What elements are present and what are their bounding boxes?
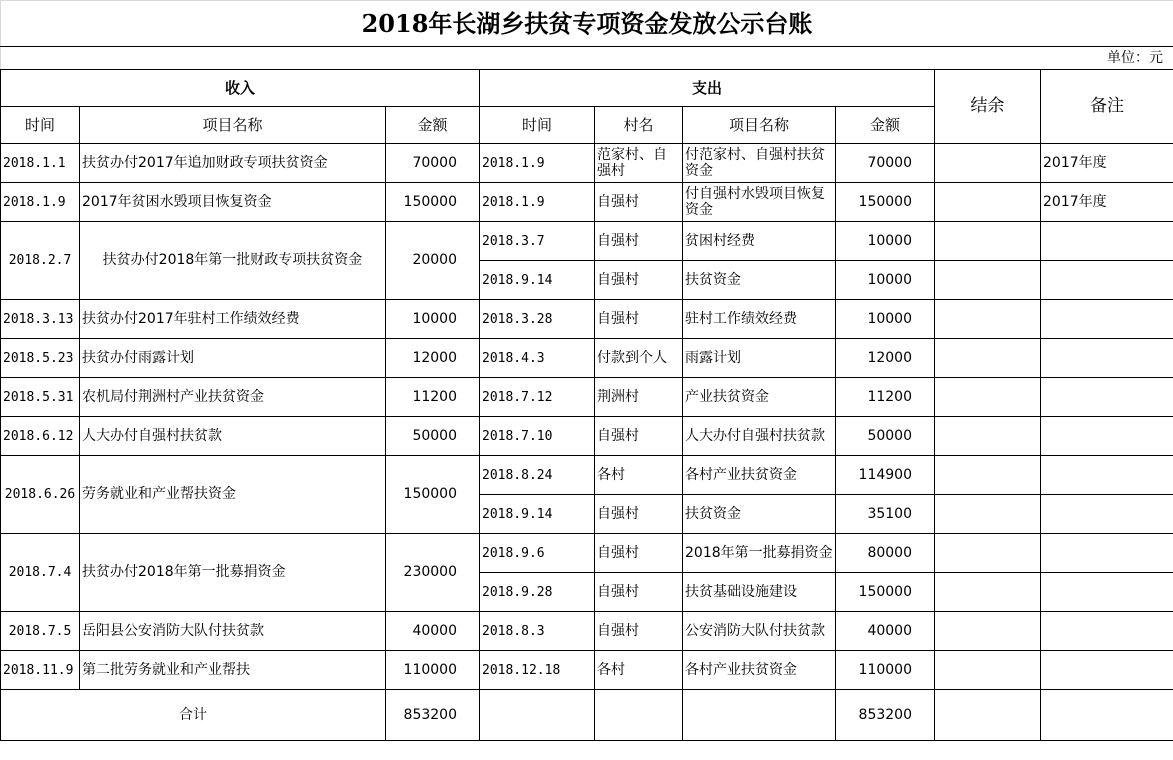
balance-cell: [935, 183, 1041, 222]
balance-cell: [935, 378, 1041, 417]
income-amount: 50000: [386, 417, 480, 456]
total-empty-cell: [480, 690, 595, 741]
income-amount: 40000: [386, 612, 480, 651]
table-row: [1, 378, 1173, 417]
balance-cell: [935, 573, 1041, 612]
balance-cell: [935, 456, 1041, 495]
balance-header: 结余: [935, 70, 1041, 144]
income-name: 扶贫办付2017年追加财政专项扶贫资金: [80, 144, 386, 183]
expense-date: 2018.3.28: [480, 300, 595, 339]
income-name: 扶贫办付雨露计划: [80, 339, 386, 378]
balance-cell: [935, 300, 1041, 339]
table-row: [1, 456, 1173, 495]
expense-name: 公安消防大队付扶贫款: [683, 612, 836, 651]
expense-date: 2018.7.10: [480, 417, 595, 456]
remark-cell: 2017年度: [1041, 144, 1173, 183]
expense-village: 各村: [595, 651, 683, 690]
unit-label: 单位：元: [1, 47, 1173, 70]
expense-amount: 114900: [836, 456, 935, 495]
total-empty-cell: [683, 690, 836, 741]
table-row: [1, 144, 1173, 183]
expense-village: 荆洲村: [595, 378, 683, 417]
expense-village: 范家村、自强村: [595, 144, 683, 183]
expense-date: 2018.8.24: [480, 456, 595, 495]
income-amount: 110000: [386, 651, 480, 690]
expense-amount: 70000: [836, 144, 935, 183]
expense-amount: 10000: [836, 261, 935, 300]
expense-date-header: 时间: [480, 107, 595, 144]
expense-name: 各村产业扶贫资金: [683, 456, 836, 495]
income-amount: 70000: [386, 144, 480, 183]
income-amount: 150000: [386, 456, 480, 534]
income-date: 2018.5.23: [1, 339, 80, 378]
total-empty-cell: [595, 690, 683, 741]
income-date: 2018.6.26: [1, 456, 80, 534]
table-row: [1, 222, 1173, 261]
expense-amount: 150000: [836, 573, 935, 612]
expense-amount-header: 金额: [836, 107, 935, 144]
income-name-header: 项目名称: [80, 107, 386, 144]
income-name: 人大办付自强村扶贫款: [80, 417, 386, 456]
expense-village: 自强村: [595, 417, 683, 456]
expense-amount: 50000: [836, 417, 935, 456]
income-name: 劳务就业和产业帮扶资金: [80, 456, 386, 534]
expense-name: 驻村工作绩效经费: [683, 300, 836, 339]
expense-village: 自强村: [595, 300, 683, 339]
table-row: [1, 612, 1173, 651]
income-name: 扶贫办付2018年第一批募捐资金: [80, 534, 386, 612]
balance-cell: [935, 144, 1041, 183]
income-date: 2018.1.9: [1, 183, 80, 222]
expense-amount: 150000: [836, 183, 935, 222]
expense-amount: 11200: [836, 378, 935, 417]
income-amount: 20000: [386, 222, 480, 300]
expense-date: 2018.1.9: [480, 183, 595, 222]
income-date: 2018.11.9: [1, 651, 80, 690]
expense-name: 付自强村水毁项目恢复资金: [683, 183, 836, 222]
balance-cell: [935, 612, 1041, 651]
income-name: 岳阳县公安消防大队付扶贫款: [80, 612, 386, 651]
remark-cell: [1041, 573, 1173, 612]
expense-village: 自强村: [595, 495, 683, 534]
expense-date: 2018.9.28: [480, 573, 595, 612]
income-amount: 12000: [386, 339, 480, 378]
income-date: 2018.2.7: [1, 222, 80, 300]
expense-amount: 10000: [836, 300, 935, 339]
expense-village-header: 村名: [595, 107, 683, 144]
expense-date: 2018.9.14: [480, 261, 595, 300]
balance-cell: [935, 534, 1041, 573]
table-row: [1, 417, 1173, 456]
total-income-amount: 853200: [386, 690, 480, 741]
expense-name: 贫困村经费: [683, 222, 836, 261]
remark-cell: 2017年度: [1041, 183, 1173, 222]
balance-cell: [935, 339, 1041, 378]
expense-name-header: 项目名称: [683, 107, 836, 144]
table-row: [1, 534, 1173, 573]
total-label: 合计: [1, 690, 386, 741]
income-date: 2018.6.12: [1, 417, 80, 456]
remark-cell: [1041, 651, 1173, 690]
remark-cell: [1041, 612, 1173, 651]
balance-cell: [935, 222, 1041, 261]
income-name: 农机局付荆洲村产业扶贫资金: [80, 378, 386, 417]
income-date: 2018.3.13: [1, 300, 80, 339]
income-date-header: 时间: [1, 107, 80, 144]
remark-cell: [1041, 339, 1173, 378]
expense-date: 2018.8.3: [480, 612, 595, 651]
expense-amount: 80000: [836, 534, 935, 573]
expense-date: 2018.4.3: [480, 339, 595, 378]
income-date: 2018.5.31: [1, 378, 80, 417]
remark-cell: [1041, 261, 1173, 300]
income-amount: 10000: [386, 300, 480, 339]
income-header: 收入: [1, 70, 480, 107]
table-row: [1, 300, 1173, 339]
expense-village: 付款到个人: [595, 339, 683, 378]
expense-amount: 35100: [836, 495, 935, 534]
expense-date: 2018.1.9: [480, 144, 595, 183]
income-name: 2017年贫困水毁项目恢复资金: [80, 183, 386, 222]
expense-amount: 40000: [836, 612, 935, 651]
expense-amount: 12000: [836, 339, 935, 378]
remark-cell: [1041, 378, 1173, 417]
expense-name: 扶贫资金: [683, 495, 836, 534]
expense-village: 自强村: [595, 534, 683, 573]
expense-amount: 110000: [836, 651, 935, 690]
expense-village: 自强村: [595, 183, 683, 222]
remark-cell: [1041, 495, 1173, 534]
remark-cell: [1041, 300, 1173, 339]
income-name: 第二批劳务就业和产业帮扶: [80, 651, 386, 690]
expense-name: 扶贫资金: [683, 261, 836, 300]
expense-name: 人大办付自强村扶贫款: [683, 417, 836, 456]
remark-cell: [1041, 417, 1173, 456]
table-row: [1, 651, 1173, 690]
expense-name: 产业扶贫资金: [683, 378, 836, 417]
income-name: 扶贫办付2017年驻村工作绩效经费: [80, 300, 386, 339]
balance-cell: [935, 495, 1041, 534]
expense-village: 自强村: [595, 222, 683, 261]
expense-date: 2018.12.18: [480, 651, 595, 690]
remark-cell: [1041, 222, 1173, 261]
expense-date: 2018.7.12: [480, 378, 595, 417]
expense-village: 各村: [595, 456, 683, 495]
expense-village: 自强村: [595, 261, 683, 300]
income-date: 2018.1.1: [1, 144, 80, 183]
expense-date: 2018.3.7: [480, 222, 595, 261]
expense-name: 各村产业扶贫资金: [683, 651, 836, 690]
total-remark-cell: [1041, 690, 1173, 741]
remark-header: 备注: [1041, 70, 1173, 144]
balance-cell: [935, 417, 1041, 456]
expense-village: 自强村: [595, 573, 683, 612]
income-name: 扶贫办付2018年第一批财政专项扶贫资金: [80, 222, 386, 300]
income-amount: 230000: [386, 534, 480, 612]
expense-name: 2018年第一批募捐资金: [683, 534, 836, 573]
expense-name: 扶贫基础设施建设: [683, 573, 836, 612]
table-row: [1, 183, 1173, 222]
expense-amount: 10000: [836, 222, 935, 261]
income-amount: 11200: [386, 378, 480, 417]
expense-date: 2018.9.14: [480, 495, 595, 534]
total-row: [1, 690, 1173, 741]
expense-village: 自强村: [595, 612, 683, 651]
income-date: 2018.7.5: [1, 612, 80, 651]
remark-cell: [1041, 534, 1173, 573]
table-row: [1, 339, 1173, 378]
total-balance-cell: [935, 690, 1041, 741]
expense-header: 支出: [480, 70, 935, 107]
remark-cell: [1041, 456, 1173, 495]
expense-date: 2018.9.6: [480, 534, 595, 573]
income-date: 2018.7.4: [1, 534, 80, 612]
income-amount: 150000: [386, 183, 480, 222]
income-amount-header: 金额: [386, 107, 480, 144]
expense-name: 雨露计划: [683, 339, 836, 378]
balance-cell: [935, 651, 1041, 690]
page-title: 2018年长湖乡扶贫专项资金发放公示台账: [1, 1, 1173, 47]
balance-cell: [935, 261, 1041, 300]
expense-name: 付范家村、自强村扶贫资金: [683, 144, 836, 183]
total-expense-amount: 853200: [836, 690, 935, 741]
